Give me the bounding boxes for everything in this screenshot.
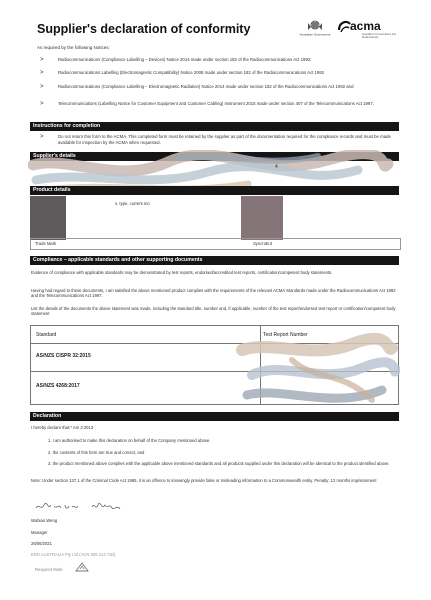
rcm-label: Required Mark — [35, 567, 63, 572]
product-type-label: s, type, current mo — [115, 201, 150, 206]
declaration-intro: I hereby declare that:* Am 2:2013 — [31, 425, 94, 430]
acma-swoosh-icon — [337, 18, 351, 34]
gov-logo-text: Australian Government — [299, 32, 331, 37]
arrow-icon: > — [40, 84, 44, 90]
trade-mark-value: SyncroB.it — [253, 241, 273, 246]
compliance-heading: Compliance – applicable standards and other supporting documents — [30, 256, 399, 265]
compliance-paragraph-1: Evidence of compliance with applicable standards may be demonstrated by test reports, endorsed/accredited test reports, certification/competent body statements. — [31, 270, 333, 275]
notice-text: Radiocommunications (Compliance Labelling – Electromagnetic Radiation) Notice 2014 made under section 182 of the Radiocommunications Act 1992 and — [58, 84, 354, 89]
acma-logo — [337, 18, 399, 46]
table-header-report: Test Report Number — [263, 332, 308, 338]
product-details-heading: Product details — [30, 186, 399, 195]
redacted-photo-right — [241, 196, 283, 240]
table-header-standard: Standard — [36, 332, 57, 338]
declaration-heading: Declaration — [30, 412, 399, 421]
declaration-item: 3. the product mentioned above complies with the applicable above mentioned standards and all products supplied under this declaration will be identical to the product identified above. — [48, 461, 390, 466]
declaration-date: 28/06/2021 — [31, 541, 52, 546]
arrow-icon: > — [40, 57, 44, 63]
acma-logo-subtitle: Australian Communications and Media Authority — [362, 33, 396, 39]
compliance-paragraph-3: List the details of the documents the above statement was made, including the standard title, number and, if applicable, number of the test report/endorsed test report or certification/competent body statement — [31, 306, 396, 317]
declaration-note: Note: Under section 137.1 of the Criminal Code Act 1995, it is an offence to knowingly provide false or misleading information to a Commonwealth entity. Penalty: 12 months imprisonment — [31, 478, 377, 483]
australian-government-crest-icon — [297, 18, 333, 38]
trade-mark-box — [30, 238, 401, 250]
acma-logo-text: acma — [350, 19, 381, 33]
instructions-text: Do not return this form to the ACMA. This completed form must be retained by the supplier as part of the documentation required for the compliance records and must be made available for inspection by the ACMA when requested. — [58, 134, 391, 145]
signatory-position: Manager — [31, 530, 48, 535]
notice-text: Telecommunications (Labelling Notice for Customer Equipment and Customer Cabling) Instrument 2015 made under section 407 of the Telecommunications Act 1997. — [58, 101, 374, 106]
compliance-paragraph-2: Having had regard to these documents, I am satisfied the above mentioned product complies with the requirements of the relevant ACMA Standards made under the Radiocommunications Act 1992 and the Telecommunications Act 1997. — [31, 288, 396, 299]
declaration-item: 1. I am authorised to make this declaration on behalf of the Company mentioned above. — [48, 438, 211, 443]
rcm-compliance-mark-icon — [75, 562, 89, 572]
arrow-icon: > — [40, 101, 44, 107]
partial-digit: 4 — [275, 164, 278, 170]
arrow-icon: > — [40, 70, 44, 76]
arrow-icon: > — [40, 134, 44, 140]
redacted-photo-left — [30, 196, 66, 240]
page-title: Supplier's declaration of conformity — [37, 22, 251, 36]
supplier-details-heading: Supplier's details — [30, 152, 399, 161]
notice-text: Radiocommunications Labelling (Electromagnetic Compatibility) Notice 2008 made under section 182 of the Radiocommunications Act 1992 — [58, 70, 325, 75]
intro-text: As required by the following Notices: — [37, 45, 110, 50]
signatory-name: Wubiao Weng — [31, 518, 58, 523]
table-cell-standard: AS/NZS CISPR 32:2015 — [36, 353, 91, 359]
table-cell-standard: AS/NZS 4268:2017 — [36, 383, 80, 389]
trade-mark-label: Trade Mark — [35, 241, 57, 246]
instructions-heading: Instructions for completion — [30, 122, 399, 131]
declaration-item: 2. the contents of this form are true and correct, and — [48, 450, 145, 455]
notice-text: Radiocommunications (Compliance Labelling – Devices) Notice 2014 made under section 182 of the Radiocommunications Act 1992; — [58, 57, 312, 62]
company-name: ERD AUSTRALIA Pty Ltd (ACN 638 214 730) — [31, 552, 116, 557]
redaction-smear — [232, 330, 400, 415]
handwritten-signature — [34, 499, 124, 515]
